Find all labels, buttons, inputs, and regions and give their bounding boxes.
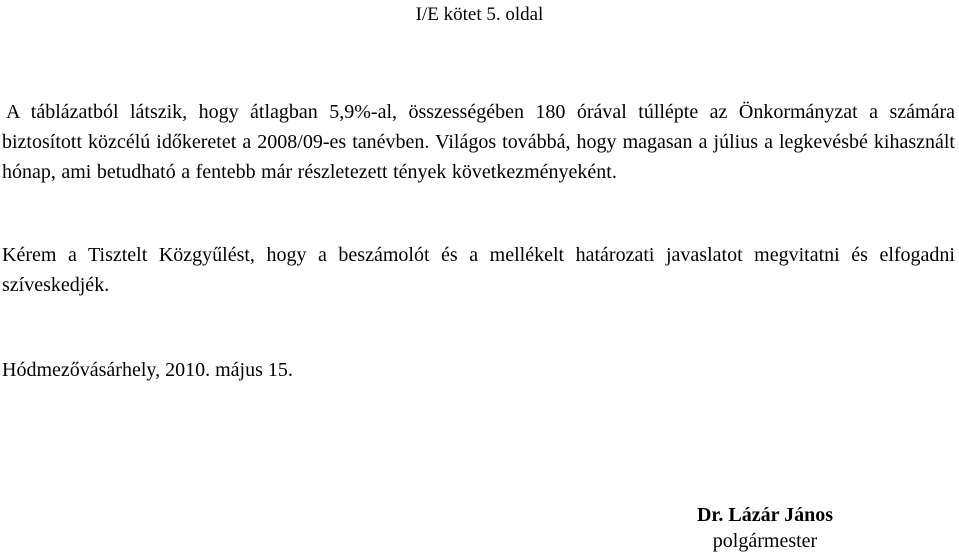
signatory-name: Dr. Lázár János [696,504,834,526]
paragraph-summary-text: A táblázatból látszik, hogy átlagban 5,9%-al, összességében 180 órával túllépte az Önkormányzat a számára biztosított közcélú időkeretet a 2008/09-es tanévben. Világos továbbá, hogy magasan a július a legkevésbé kihasznált hónap, ami betudható a fentebb már részletezett tények következményeként. [2,101,955,183]
paragraph-summary [2,97,955,187]
signatory-title: polgármester [712,530,818,552]
signature-block [640,502,890,554]
paragraph-request [2,240,955,300]
place-and-date: Hódmezővásárhely, 2010. május 15. [2,359,293,381]
page-header: I/E kötet 5. oldal [415,4,544,25]
paragraph-request-text: Kérem a Tisztelt Közgyűlést, hogy a beszámolót és a mellékelt határozati javaslatot megvitatni és elfogadni szíveskedjék. [2,244,955,296]
